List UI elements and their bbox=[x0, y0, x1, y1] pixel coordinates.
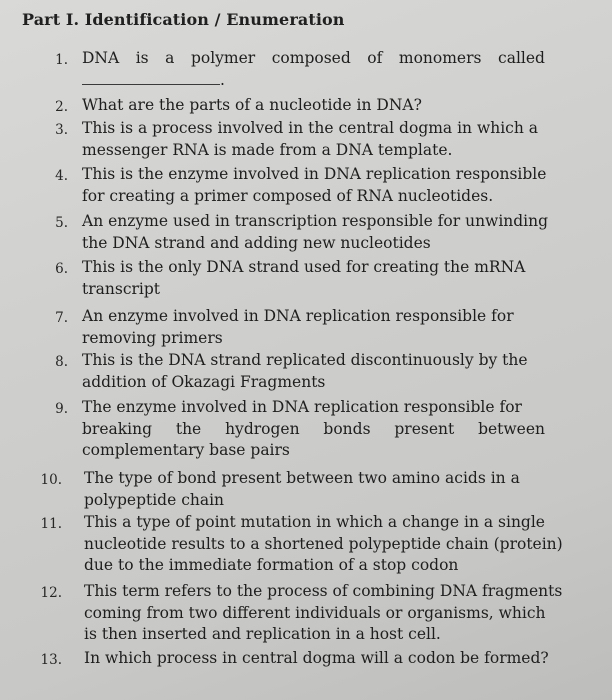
question-text-line: for creating a primer composed of RNA nucleotides. bbox=[82, 186, 494, 205]
question-text bbox=[82, 257, 545, 300]
word: polymer bbox=[190, 49, 256, 67]
question-number: 3. bbox=[55, 122, 68, 138]
question-text bbox=[84, 468, 547, 511]
question-text bbox=[82, 118, 545, 161]
question-number: 4. bbox=[55, 168, 68, 184]
question-text-line: transcript bbox=[82, 279, 161, 298]
question-text-line: The type of bond present between two amino acids in a bbox=[84, 469, 520, 487]
question-text-line bbox=[82, 48, 545, 70]
question-text-line: What are the parts of a nucleotide in DNA? bbox=[82, 96, 422, 114]
question-text-line: This a type of point mutation in which a change in a single bbox=[84, 513, 545, 531]
question-text-line: This is the enzyme involved in DNA replication responsible bbox=[82, 165, 547, 183]
question-number: 8. bbox=[55, 354, 68, 370]
question-number: 5. bbox=[55, 215, 68, 231]
word: the bbox=[175, 419, 202, 438]
question-text-line: An enzyme involved in DNA replication responsible for bbox=[82, 307, 514, 325]
section-heading: Part I. Identification / Enumeration bbox=[22, 10, 345, 29]
question-text-line: due to the immediate formation of a stop codon bbox=[84, 556, 459, 574]
question-text bbox=[82, 350, 545, 393]
question-number: 7. bbox=[55, 310, 68, 326]
question-text-line: This is the only DNA strand used for creating the mRNA bbox=[82, 258, 526, 276]
blank-suffix: . bbox=[220, 70, 225, 89]
question-text-line: removing primers bbox=[82, 328, 223, 347]
question-text bbox=[84, 512, 563, 577]
question-text bbox=[84, 581, 563, 646]
question-text bbox=[82, 306, 545, 349]
question-text-line: This is the DNA strand replicated discontinuously by the bbox=[82, 351, 528, 369]
word: called bbox=[498, 49, 545, 67]
answer-blank[interactable] bbox=[82, 70, 220, 85]
question-number: 11. bbox=[40, 516, 62, 532]
question-text bbox=[82, 95, 545, 117]
question-text bbox=[82, 164, 545, 207]
question-text-line: messenger RNA is made from a DNA template. bbox=[82, 140, 453, 159]
question-text-line: In which process in central dogma will a codon be formed? bbox=[84, 649, 549, 667]
word: is bbox=[135, 49, 149, 67]
question-text bbox=[82, 48, 545, 91]
word: monomers bbox=[398, 49, 482, 67]
question-text bbox=[84, 648, 547, 670]
question-text-line: polypeptide chain bbox=[84, 490, 225, 509]
question-text-line: coming from two different individuals or organisms, which bbox=[84, 603, 546, 622]
word: of bbox=[367, 49, 383, 67]
answer-blank-line[interactable] bbox=[82, 70, 545, 92]
question-text-line: addition of Okazagi Fragments bbox=[82, 372, 326, 391]
question-text-line: The enzyme involved in DNA replication responsible for bbox=[82, 398, 522, 416]
question-text-line bbox=[82, 419, 545, 441]
word: present bbox=[394, 419, 455, 438]
question-number: 13. bbox=[40, 652, 62, 668]
question-number: 1. bbox=[55, 52, 68, 68]
question-text-line: complementary base pairs bbox=[82, 441, 290, 459]
word: composed bbox=[271, 49, 351, 67]
word: hydrogen bbox=[225, 419, 300, 438]
question-text-line: nucleotide results to a shortened polypeptide chain (protein) bbox=[84, 534, 563, 553]
question-text bbox=[82, 397, 545, 462]
question-text-line: This is a process involved in the central dogma in which a bbox=[82, 119, 539, 137]
question-text-line: the DNA strand and adding new nucleotides bbox=[82, 233, 431, 252]
question-text-line: is then inserted and replication in a host cell. bbox=[84, 625, 441, 643]
question-text-line: This term refers to the process of combining DNA fragments bbox=[84, 582, 563, 600]
question-number: 9. bbox=[55, 401, 68, 417]
word: breaking bbox=[82, 419, 152, 438]
question-number: 6. bbox=[55, 261, 68, 277]
question-number: 12. bbox=[40, 585, 62, 601]
word: bonds bbox=[323, 419, 371, 438]
question-number: 2. bbox=[55, 99, 68, 115]
question-text bbox=[82, 211, 549, 254]
word: DNA bbox=[82, 49, 120, 67]
word: between bbox=[478, 419, 545, 438]
question-number: 10. bbox=[40, 472, 62, 488]
question-text-line: An enzyme used in transcription responsible for unwinding bbox=[82, 212, 549, 230]
word: a bbox=[165, 49, 175, 67]
